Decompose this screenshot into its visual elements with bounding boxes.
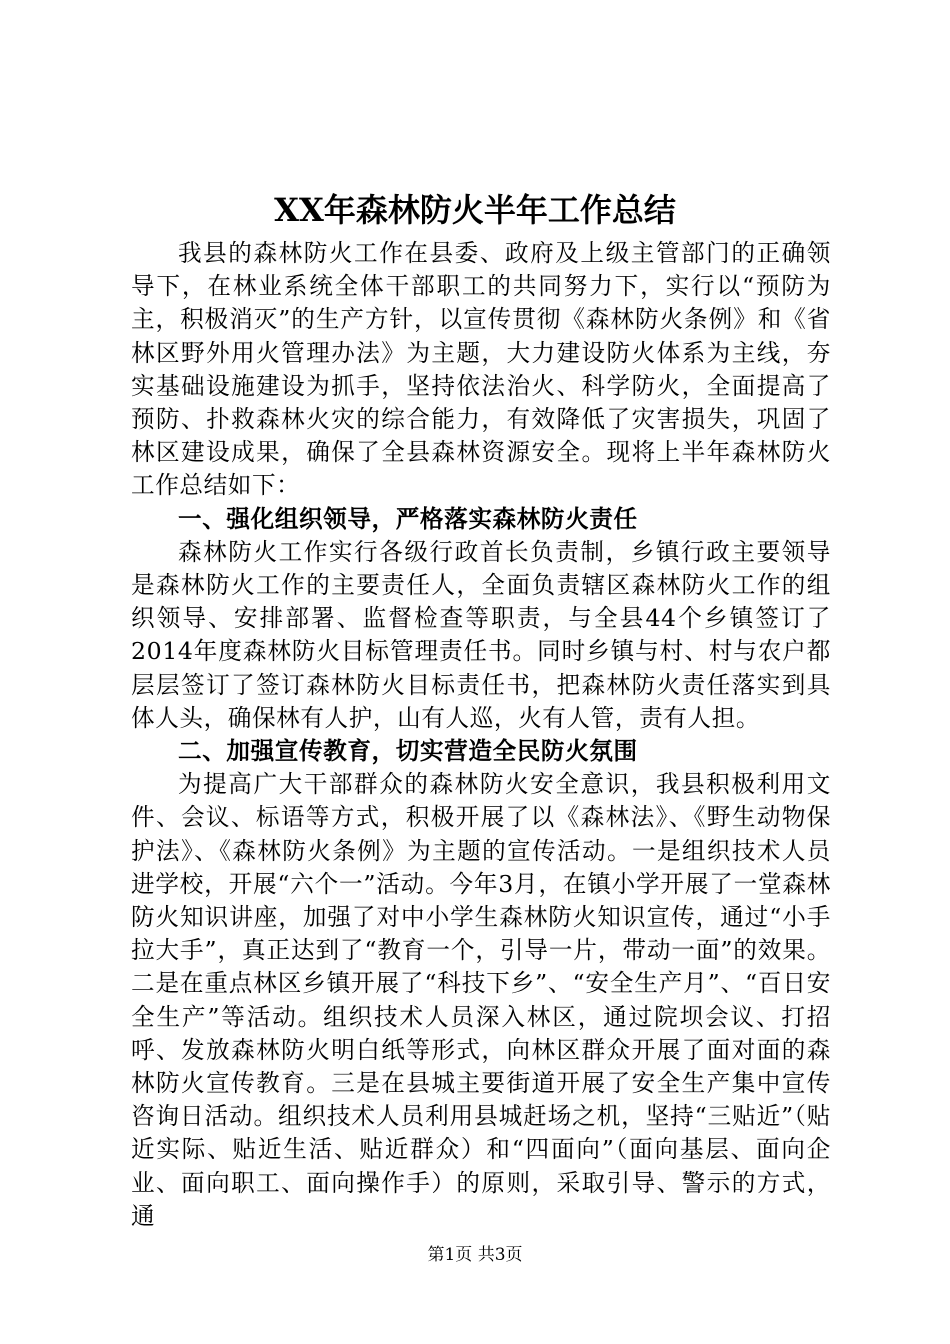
page-number-footer: 第1页 共3页 bbox=[427, 1245, 523, 1265]
document-title: XX年森林防火半年工作总结 bbox=[274, 191, 676, 229]
section-2-paragraph: 为提高广大干部群众的森林防火安全意识，我县积极利用文件、会议、标语等方式，积极开展了以《森林法》、《野生动物保护法》、《森林防火条例》为主题的宣传活动。一是组织技术人员进学校，开展“六个一”活动。今年3月，在镇小学开展了一堂森林防火知识讲座，加强了对中小学生森林防火知识宣传，通过“小手拉大手”，真正达到了“教育一个，引导一片，带动一面”的效果。二是在重点林区乡镇开展了“科技下乡”、“安全生产月”、“百日安全生产”等活动。组织技术人员深入林区，通过院坝会议、打招呼、发放森林防火明白纸等形式，向林区群众开展了面对面的森林防火宣传教育。三是在县城主要街道开展了安全生产集中宣传咨询日活动。组织技术人员利用县城赶场之机，坚持“三贴近”（贴近实际、贴近生活、贴近群众）和“四面向”（面向基层、面向企业、面向职工、面向操作手）的原则，采取引导、警示的方式，通 bbox=[131, 770, 831, 1230]
section-1-paragraph: 森林防火工作实行各级行政首长负责制，乡镇行政主要领导是森林防火工作的主要责任人，全面负责辖区森林防火工作的组织领导、安排部署、监督检查等职责，与全县44个乡镇签订了2014年度森林防火目标管理责任书。同时乡镇与村、村与农户都层层签订了签订森林防火目标责任书，把森林防火责任落实到具体人头，确保林有人护，山有人巡，火有人管，责有人担。 bbox=[131, 537, 831, 732]
document-body bbox=[131, 237, 831, 1233]
section-2-heading: 二、加强宣传教育，切实营造全民防火氛围 bbox=[178, 737, 638, 766]
intro-paragraph: 我县的森林防火工作在县委、政府及上级主管部门的正确领导下，在林业系统全体干部职工的共同努力下，实行以“预防为主，积极消灭”的生产方针，以宣传贯彻《森林防火条例》和《省林区野外用火管理办法》为主题，大力建设防火体系为主线，夯实基础设施建设为抓手，坚持依法治火、科学防火，全面提高了预防、扑救森林火灾的综合能力，有效降低了灾害损失，巩固了林区建设成果，确保了全县森林资源安全。现将上半年森林防火工作总结如下： bbox=[131, 239, 831, 500]
section-1-heading: 一、强化组织领导，严格落实森林防火责任 bbox=[178, 504, 638, 533]
